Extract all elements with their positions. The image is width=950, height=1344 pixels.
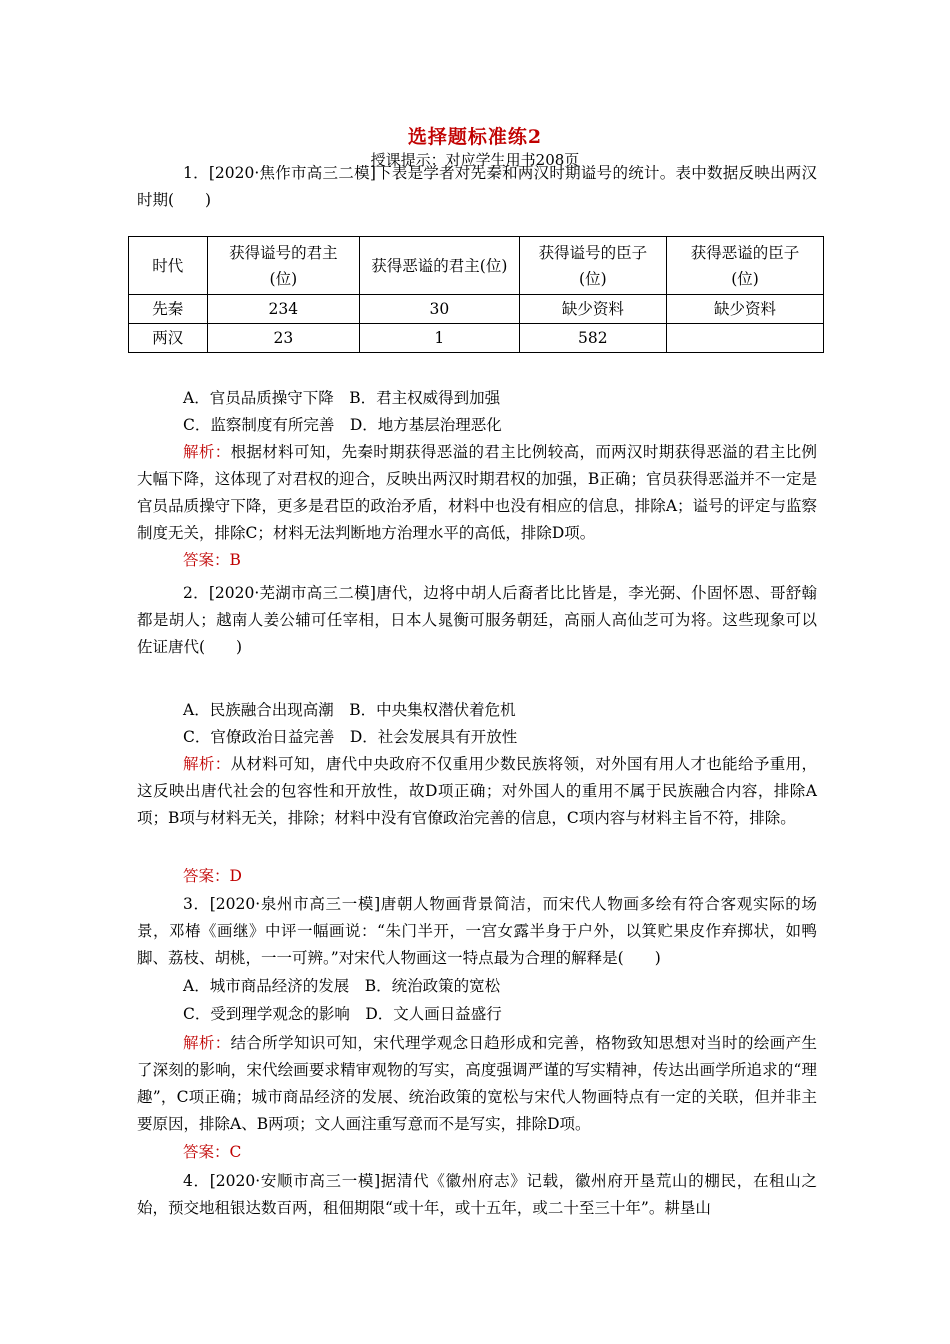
q3-analysis	[137, 1030, 817, 1138]
q3-options-cd: C．受到理学观念的影响 D．文人画日益盛行	[183, 1005, 502, 1023]
lesson-hint: 授课提示：对应学生用书208页	[370, 151, 580, 169]
table-header-row	[129, 237, 824, 295]
table-cell: 先秦	[129, 295, 208, 324]
table-cell: 缺少资料	[667, 295, 824, 324]
table-header-cell: 获得谥号的臣子(位)	[519, 237, 667, 295]
table-row	[129, 324, 824, 353]
table-header-cell: 获得恶谥的君主(位)	[360, 237, 519, 295]
table-row	[129, 295, 824, 324]
table-cell: 1	[360, 324, 519, 353]
q2-answer: 答案：D	[183, 867, 242, 885]
table-header-cell: 获得谥号的君主(位)	[207, 237, 360, 295]
analysis-text: 结合所学知识可知，宋代理学观念日趋形成和完善，格物致知思想对当时的绘画产生了深刻的影响，宋代绘画要求精审观物的写实，高度强调严谨的写实精神，传达出画学所追求的“理趣”，C项正确；城市商品经济的发展、统治政策的宽松与宋代人物画特点有一定的关联，但并非主要原因，排除A、B两项；文人画注重写意而不是写实，排除D项。	[137, 1034, 817, 1133]
q2-options-cd: C．官僚政治日益完善 D．社会发展具有开放性	[183, 728, 518, 746]
q1-table	[128, 236, 824, 353]
q3-stem: 3．[2020·泉州市高三一模]唐朝人物画背景简洁，而宋代人物画多绘有符合客观实际的场景，邓椿《画继》中评一幅画说：“朱门半开，一宫女露半身于户外，以箕贮果皮作弃掷状，如鸭脚、荔枝、胡桃，一一可辨。”对宋代人物画这一特点最为合理的解释是( )	[137, 895, 817, 967]
q1-options-cd: C．监察制度有所完善 D．地方基层治理恶化	[183, 416, 502, 434]
q1-options-ab: A．官员品质操守下降 B．君主权威得到加强	[183, 389, 501, 407]
table-cell: 582	[519, 324, 667, 353]
q4-stem: 4．[2020·安顺市高三一模]据清代《徽州府志》记载，徽州府开垦荒山的棚民，在租山之始，预交地租银达数百两，租佃期限“或十年，或十五年，或二十至三十年”。耕垦山	[137, 1172, 817, 1217]
q3-answer: 答案：C	[183, 1143, 242, 1161]
page-title: 选择题标准练2	[407, 126, 543, 148]
table-cell: 234	[207, 295, 360, 324]
table-cell: 两汉	[129, 324, 208, 353]
table-header-cell: 获得恶谥的臣子(位)	[667, 237, 824, 295]
analysis-label: 解析：	[183, 755, 231, 773]
analysis-text: 从材料可知，唐代中央政府不仅重用少数民族将领，对外国有用人才也能给予重用，这反映出唐代社会的包容性和开放性，故D项正确；对外国人的重用不属于民族融合内容，排除A项；B项与材料无关，排除；材料中没有官僚政治完善的信息，C项内容与材料主旨不符，排除。	[137, 755, 817, 827]
table-cell: 缺少资料	[519, 295, 667, 324]
q2-stem: 2．[2020·芜湖市高三二模]唐代，边将中胡人后裔者比比皆是，李光弼、仆固怀恩、哥舒翰都是胡人；越南人姜公辅可任宰相，日本人晁衡可服务朝廷，高丽人高仙芝可为将。这些现象可以佐证唐代( )	[137, 584, 817, 656]
table-cell: 30	[360, 295, 519, 324]
q1-analysis	[137, 439, 817, 547]
q1-answer: 答案：B	[183, 551, 241, 569]
q3-options-ab: A．城市商品经济的发展 B．统治政策的宽松	[183, 977, 501, 995]
table-cell	[667, 324, 824, 353]
q1-stem: 1．[2020·焦作市高三二模]下表是学者对先秦和两汉时期谥号的统计。表中数据反映出两汉时期( )	[137, 164, 817, 209]
analysis-text: 根据材料可知，先秦时期获得恶溢的君主比例较高，而两汉时期获得恶溢的君主比例大幅下降，这体现了对君权的迎合，反映出两汉时期君权的加强，B正确；官员获得恶溢并不一定是官员品质操守下降，更多是君臣的政治矛盾，材料中也没有相应的信息，排除A；谥号的评定与监察制度无关，排除C；材料无法判断地方治理水平的高低，排除D项。	[137, 443, 817, 542]
q2-analysis	[137, 751, 817, 832]
analysis-label: 解析：	[183, 443, 231, 461]
table-cell: 23	[207, 324, 360, 353]
analysis-label: 解析：	[183, 1034, 231, 1052]
table-header-cell: 时代	[129, 237, 208, 295]
q2-options-ab: A．民族融合出现高潮 B．中央集权潜伏着危机	[183, 701, 516, 719]
